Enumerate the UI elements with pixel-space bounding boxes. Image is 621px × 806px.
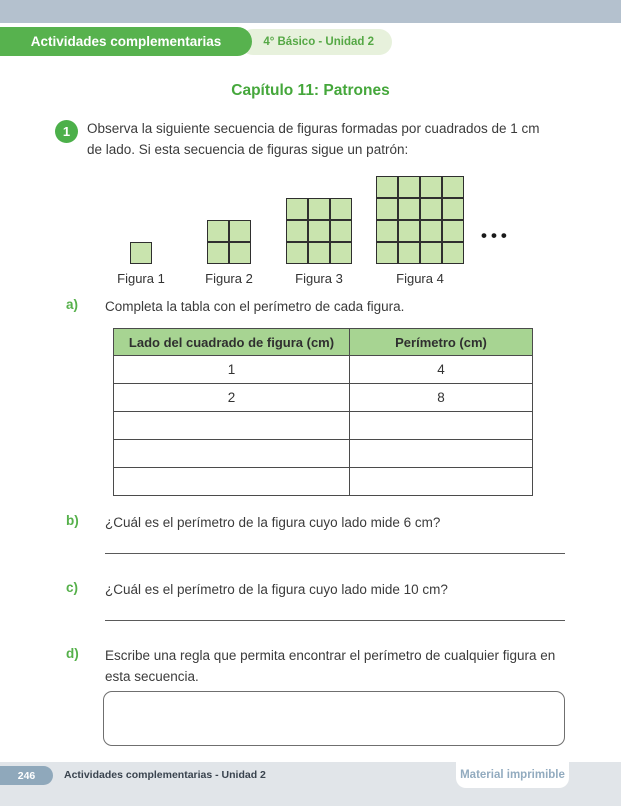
grid-square	[442, 176, 464, 198]
table-cell-lado-5[interactable]	[114, 468, 350, 496]
table-cell-perimetro-3[interactable]	[350, 412, 533, 440]
part-d-text: Escribe una regla que permita encontrar el perímetro de cualquier figura en esta secuencia.	[105, 648, 556, 684]
table-row	[114, 468, 533, 496]
part-c	[66, 580, 567, 601]
top-bar	[0, 0, 621, 23]
grid-square	[286, 242, 308, 264]
exercise-number-badge: 1	[55, 120, 78, 143]
grid-square	[398, 176, 420, 198]
table-header-perimetro: Perímetro (cm)	[350, 329, 533, 356]
grid-square	[130, 242, 152, 264]
grid-square	[330, 198, 352, 220]
grid-square	[229, 220, 251, 242]
table-header-row	[114, 329, 533, 356]
grid-square	[308, 242, 330, 264]
grid-square	[398, 198, 420, 220]
grid-square	[308, 198, 330, 220]
table-cell-lado-2: 2	[114, 384, 350, 412]
grid-square	[376, 220, 398, 242]
grade-unit-label: 4° Básico - Unidad 2	[263, 36, 374, 48]
part-c-text: ¿Cuál es el perímetro de la figura cuyo lado mide 10 cm?	[105, 582, 448, 597]
grid-square	[207, 242, 229, 264]
printable-material-button[interactable]: Material imprimible	[456, 762, 569, 788]
grade-unit-badge	[240, 29, 392, 55]
table-cell-perimetro-1: 4	[350, 356, 533, 384]
figure-2-grid	[207, 220, 251, 264]
answer-line-c[interactable]	[105, 620, 565, 621]
table-row	[114, 384, 533, 412]
table-cell-lado-3[interactable]	[114, 412, 350, 440]
answer-box-d[interactable]	[103, 691, 565, 746]
grid-square	[442, 242, 464, 264]
table-cell-perimetro-2: 8	[350, 384, 533, 412]
figure-3-grid	[286, 198, 352, 264]
grid-square	[229, 242, 251, 264]
grid-square	[330, 242, 352, 264]
page-number-badge: 246	[0, 766, 53, 785]
table-cell-lado-1: 1	[114, 356, 350, 384]
table-row	[114, 412, 533, 440]
figure-4	[376, 176, 464, 286]
figure-3-label: Figura 3	[295, 271, 343, 286]
table-cell-lado-4[interactable]	[114, 440, 350, 468]
grid-square	[376, 198, 398, 220]
figure-2	[198, 220, 260, 286]
table-row	[114, 440, 533, 468]
perimeter-table	[113, 328, 533, 496]
grid-square	[398, 242, 420, 264]
figure-4-label: Figura 4	[396, 271, 444, 286]
ellipsis-icon: •••	[481, 226, 511, 245]
answer-line-b[interactable]	[105, 553, 565, 554]
grid-square	[442, 220, 464, 242]
grid-square	[330, 220, 352, 242]
part-a-marker: a)	[66, 297, 79, 312]
grid-square	[376, 176, 398, 198]
part-b-marker: b)	[66, 513, 79, 528]
grid-square	[420, 242, 442, 264]
part-d-marker: d)	[66, 646, 79, 661]
section-label: Actividades complementarias	[30, 34, 222, 49]
figure-1	[110, 242, 172, 286]
part-b	[66, 513, 567, 534]
table-cell-perimetro-4[interactable]	[350, 440, 533, 468]
part-b-text: ¿Cuál es el perímetro de la figura cuyo lado mide 6 cm?	[105, 515, 441, 530]
figure-3	[286, 198, 352, 286]
grid-square	[286, 198, 308, 220]
grid-square	[420, 176, 442, 198]
section-badge	[0, 27, 252, 56]
part-d	[66, 646, 567, 688]
part-a-text: Completa la tabla con el perímetro de cada figura.	[105, 299, 405, 314]
figure-1-label: Figura 1	[117, 271, 165, 286]
grid-square	[420, 220, 442, 242]
grid-square	[442, 198, 464, 220]
table-row	[114, 356, 533, 384]
grid-square	[398, 220, 420, 242]
grid-square	[420, 198, 442, 220]
grid-square	[376, 242, 398, 264]
part-c-marker: c)	[66, 580, 79, 595]
figure-sequence	[110, 170, 464, 286]
part-a	[66, 297, 567, 318]
figure-1-grid	[130, 242, 152, 264]
figure-2-label: Figura 2	[205, 271, 253, 286]
table-cell-perimetro-5[interactable]	[350, 468, 533, 496]
footer-label: Actividades complementarias - Unidad 2	[64, 769, 266, 781]
exercise-prompt: Observa la siguiente secuencia de figuras formadas por cuadrados de 1 cm de lado. Si esta secuencia de figuras sigue un patrón:	[87, 121, 540, 157]
page-title: Capítulo 11: Patrones	[231, 82, 390, 99]
grid-square	[207, 220, 229, 242]
exercise-1	[55, 119, 555, 161]
figure-4-grid	[376, 176, 464, 264]
table-header-lado: Lado del cuadrado de figura (cm)	[114, 329, 350, 356]
grid-square	[286, 220, 308, 242]
grid-square	[308, 220, 330, 242]
footer-bar	[0, 762, 621, 806]
